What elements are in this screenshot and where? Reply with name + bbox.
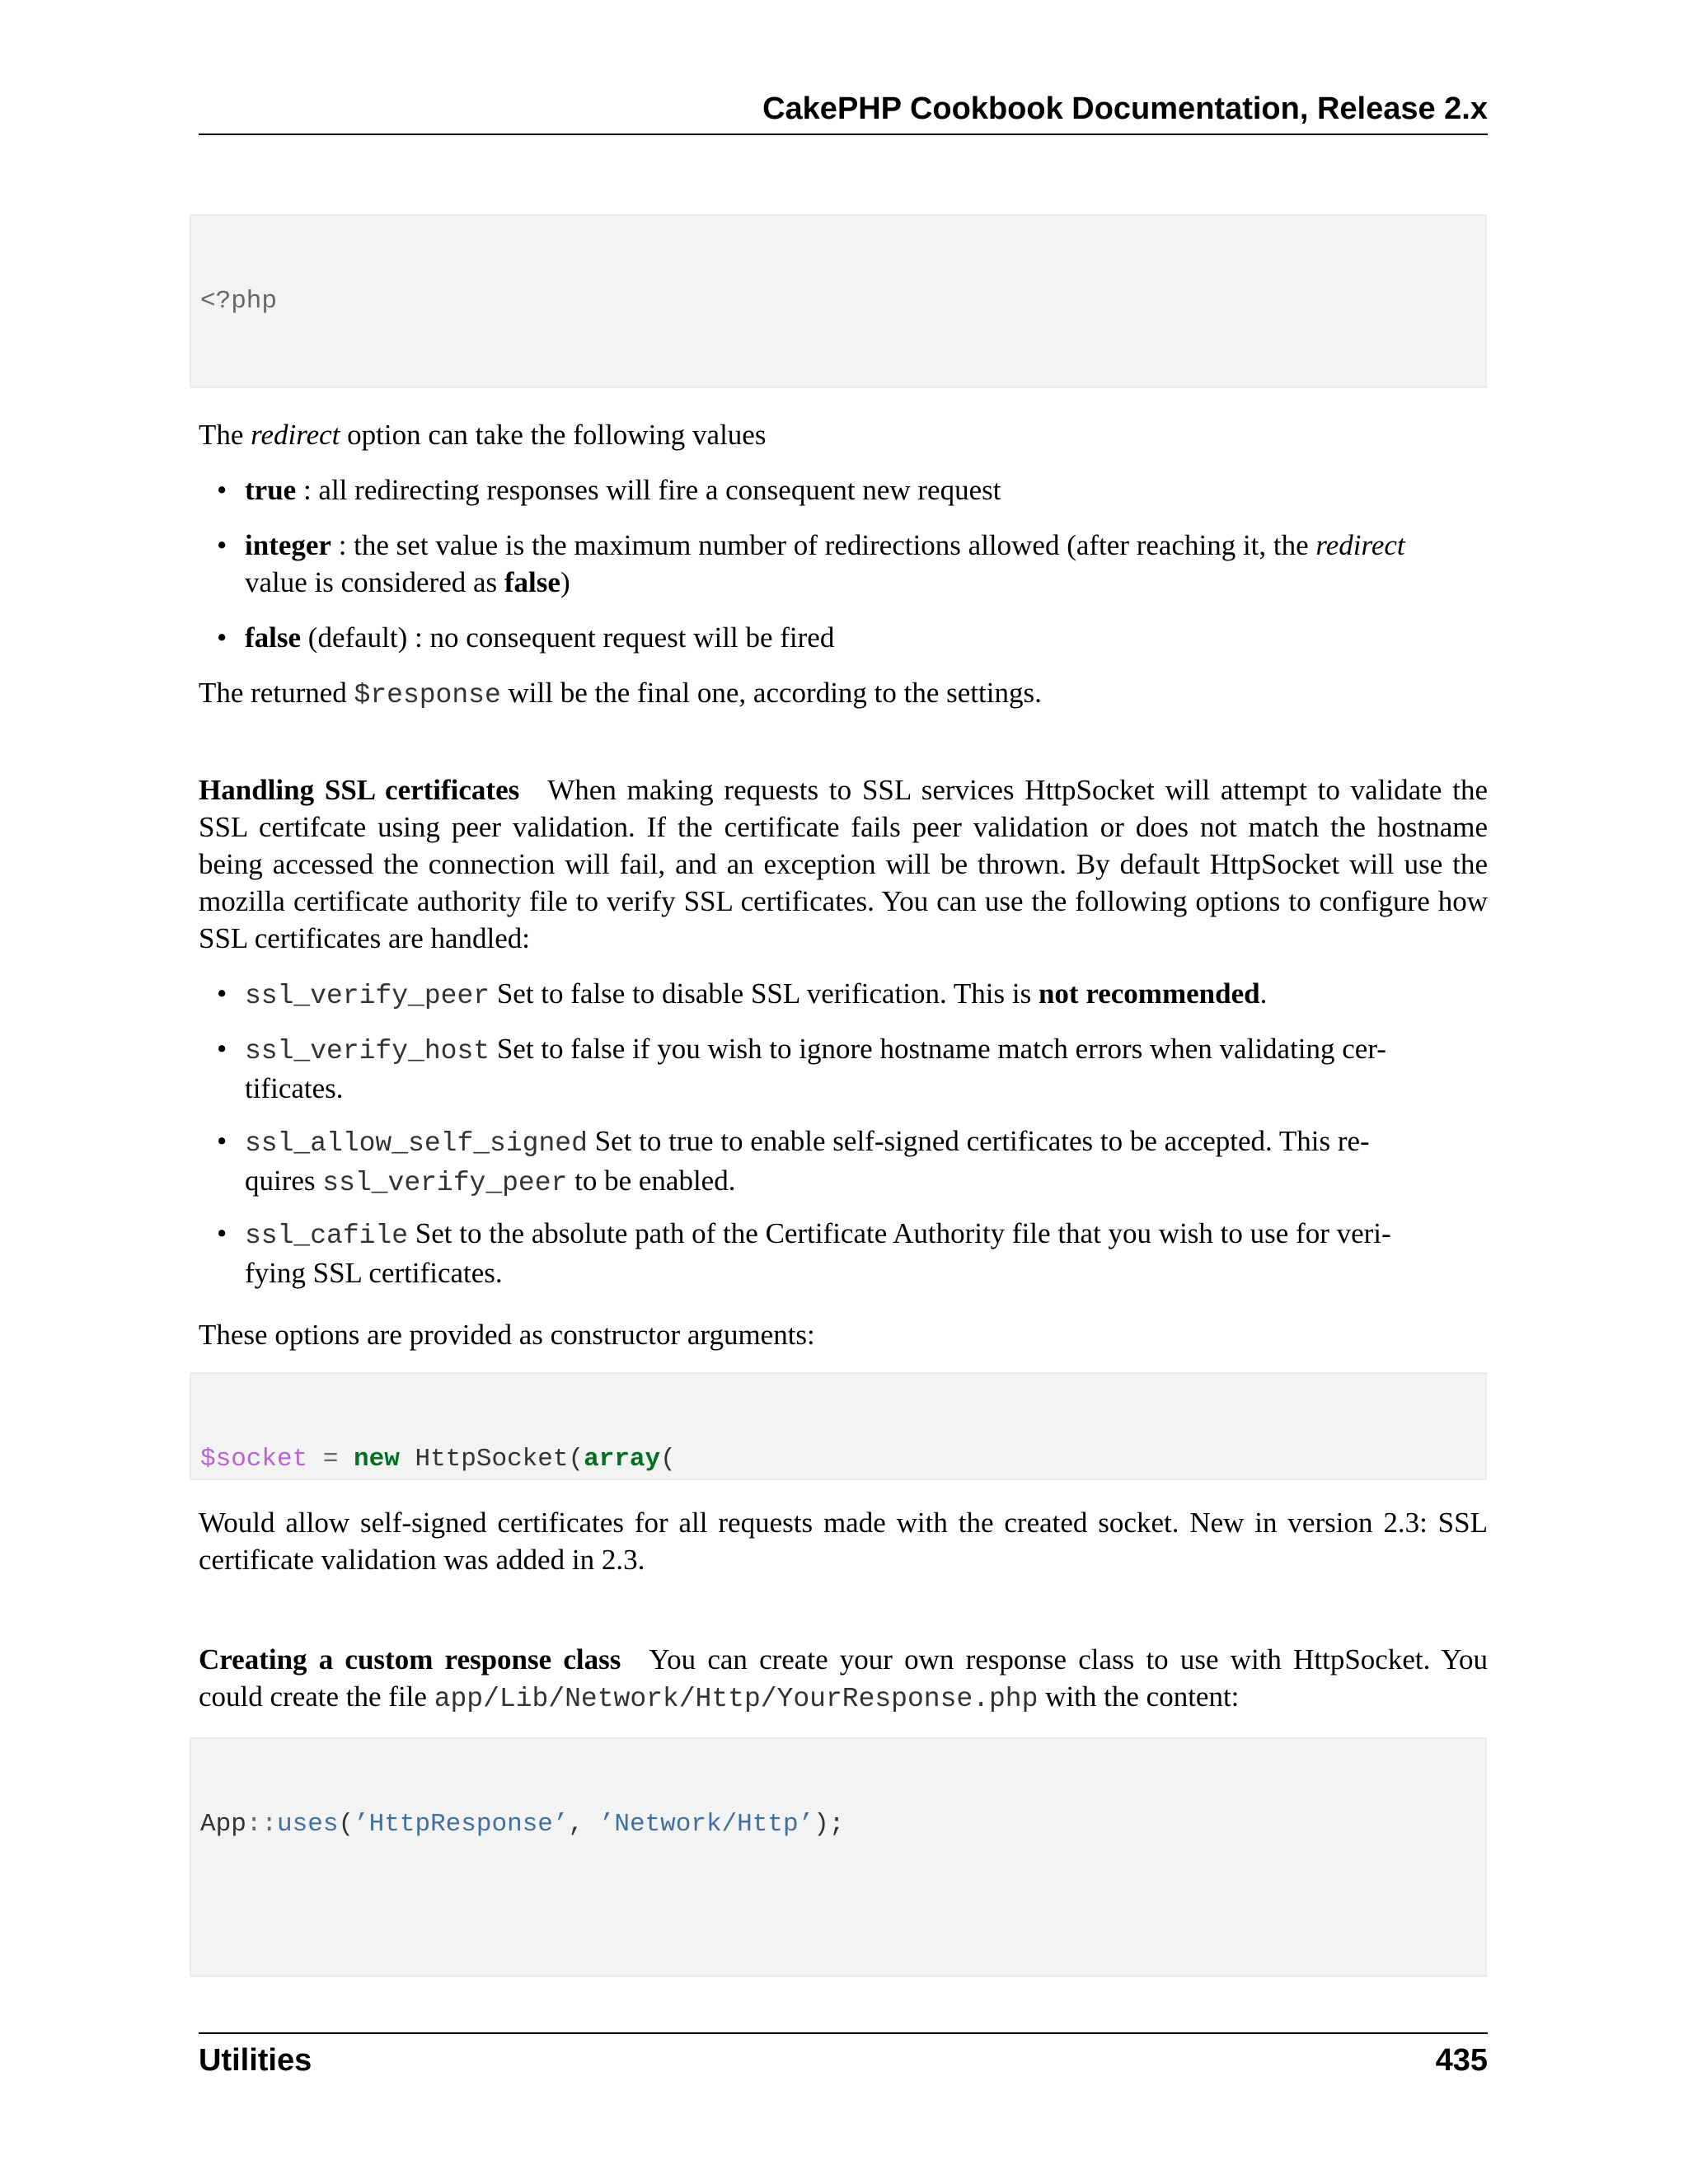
code-token: ’Network/Http’ (598, 1810, 814, 1839)
list-item-line (245, 1030, 1488, 1070)
list-item-line (245, 1215, 1488, 1254)
footer-section-title: Utilities (199, 2043, 312, 2078)
list-item-line (245, 1122, 1488, 1162)
running-header: CakePHP Cookbook Documentation, Release 2.x (199, 92, 1488, 135)
text: : all redirecting responses will fire a consequent new request (296, 474, 1001, 506)
list-item (217, 1215, 1488, 1291)
text: Set to the absolute path of the Certificate Authority file that you wish to use for veri- (408, 1217, 1391, 1249)
list-item (217, 471, 1488, 509)
running-footer (199, 2042, 1488, 2079)
code-token: array (584, 1445, 661, 1474)
footer-rule (199, 2032, 1488, 2034)
text: Set to true to enable self-signed certificates to be accepted. This re- (587, 1125, 1370, 1157)
code-token: = (307, 1445, 354, 1474)
text: . (1259, 977, 1268, 1010)
code-block-socket (190, 1372, 1487, 1480)
list-item (217, 619, 1488, 656)
bullet-icon: • (217, 977, 227, 1010)
paragraph-redirect-intro (199, 416, 1488, 453)
bullet-icon: • (217, 1033, 227, 1065)
text: value is considered as (245, 566, 504, 598)
code-token: ( (660, 1445, 676, 1474)
text: You can create your own response class to use with HttpSocket. You could create the file (199, 1643, 1488, 1713)
text: When making requests to SSL services HttpSocket will attempt to validate the SSL certifcate using peer validation. If the certificate fails peer validation or does not match the hostname being accessed the connection will fail, and an exception will be thrown. By default HttpSocket will use the mozilla certificate authority file to verify SSL certificates. You can use the following options to configure how SSL certificates are handled: (199, 774, 1489, 954)
code-line (200, 384, 1485, 388)
code-block-custom-response (190, 1737, 1487, 1977)
text: will be the final one, according to the settings. (500, 677, 1042, 709)
inline-code: ssl_verify_peer (322, 1168, 568, 1198)
list-item (217, 1122, 1488, 1202)
section-ssl-certificates (199, 771, 1488, 957)
term: not recommended (1038, 977, 1260, 1010)
code-token: ’HttpResponse’ (354, 1810, 569, 1839)
list-item-line (245, 564, 1488, 601)
code-token: ); (814, 1810, 845, 1839)
text: The returned (199, 677, 354, 709)
code-token: uses (277, 1810, 339, 1839)
text: quires (245, 1165, 323, 1197)
list-item (217, 1030, 1488, 1107)
code-line (200, 285, 1485, 318)
code-token: new (354, 1445, 400, 1474)
page-number: 435 (1435, 2043, 1488, 2078)
bullet-icon: • (217, 621, 227, 654)
inline-code: $response (354, 680, 501, 710)
bullet-icon: • (217, 474, 227, 506)
code-token: $socket (200, 1445, 308, 1474)
code-token: ( (338, 1810, 354, 1839)
text: ) (560, 566, 570, 598)
code-line-empty (200, 1907, 1485, 1940)
code-token (338, 386, 354, 388)
inline-code: app/Lib/Network/Http/YourResponse.php (434, 1684, 1039, 1714)
code-token (246, 386, 277, 388)
emphasis: redirect (251, 419, 340, 451)
bullet-icon: • (217, 529, 227, 561)
code-token: , (568, 1810, 599, 1839)
list-item-line (245, 1162, 1488, 1202)
text: Set to false if you wish to ignore hostname match errors when validating cer- (490, 1033, 1386, 1065)
code-token (277, 386, 338, 388)
term: false (245, 621, 302, 654)
list-item-line: tificates. (245, 1072, 344, 1104)
code-line (200, 1808, 1485, 1841)
inline-code: ssl_verify_peer (245, 981, 490, 1011)
code-token: :: (246, 1810, 278, 1839)
text: with the content: (1038, 1680, 1240, 1713)
text: to be enabled. (567, 1165, 736, 1197)
bullet-icon: • (217, 1217, 227, 1249)
code-token (200, 386, 246, 388)
list-item-line (245, 527, 1488, 564)
document-page (199, 0, 1488, 2184)
text: : the set value is the maximum number of redirections allowed (after reaching it, the (331, 529, 1316, 561)
code-line (200, 1443, 1485, 1476)
section-heading: Creating a custom response class (199, 1643, 621, 1675)
paragraph-self-signed: Would allow self-signed certificates for all requests made with the created socket. New in version 2.3: SSL certificate validation was added in 2.3. (199, 1507, 1488, 1576)
code-token (354, 386, 537, 388)
code-token (537, 386, 568, 388)
list-item-line: fying SSL certificates. (245, 1257, 503, 1289)
paragraph-constructor-args: These options are provided as constructor arguments: (199, 1319, 815, 1351)
code-token: App (200, 1810, 246, 1839)
emphasis: redirect (1315, 529, 1405, 561)
text: (default) : no consequent request will be fired (301, 621, 835, 654)
list-item (217, 527, 1488, 601)
code-block-redirect (190, 214, 1487, 388)
text: The (199, 419, 251, 451)
inline-code: ssl_cafile (245, 1221, 409, 1251)
code-token (783, 386, 814, 388)
term: true (245, 474, 297, 506)
section-heading: Handling SSL certificates (199, 774, 520, 806)
code-token: HttpSocket( (399, 1445, 584, 1474)
list-item (217, 975, 1488, 1015)
text: option can take the following values (340, 419, 767, 451)
section-custom-response (199, 1641, 1488, 1718)
term: integer (245, 529, 331, 561)
code-token (569, 386, 783, 388)
bullet-icon: • (217, 1125, 227, 1157)
inline-code: ssl_allow_self_signed (245, 1128, 588, 1159)
paragraph-returned-response (199, 674, 1488, 714)
text: Set to false to disable SSL verification. This is (490, 977, 1039, 1010)
php-open-tag: <?php (200, 287, 278, 316)
term: false (504, 566, 560, 598)
inline-code: ssl_verify_host (245, 1036, 490, 1066)
